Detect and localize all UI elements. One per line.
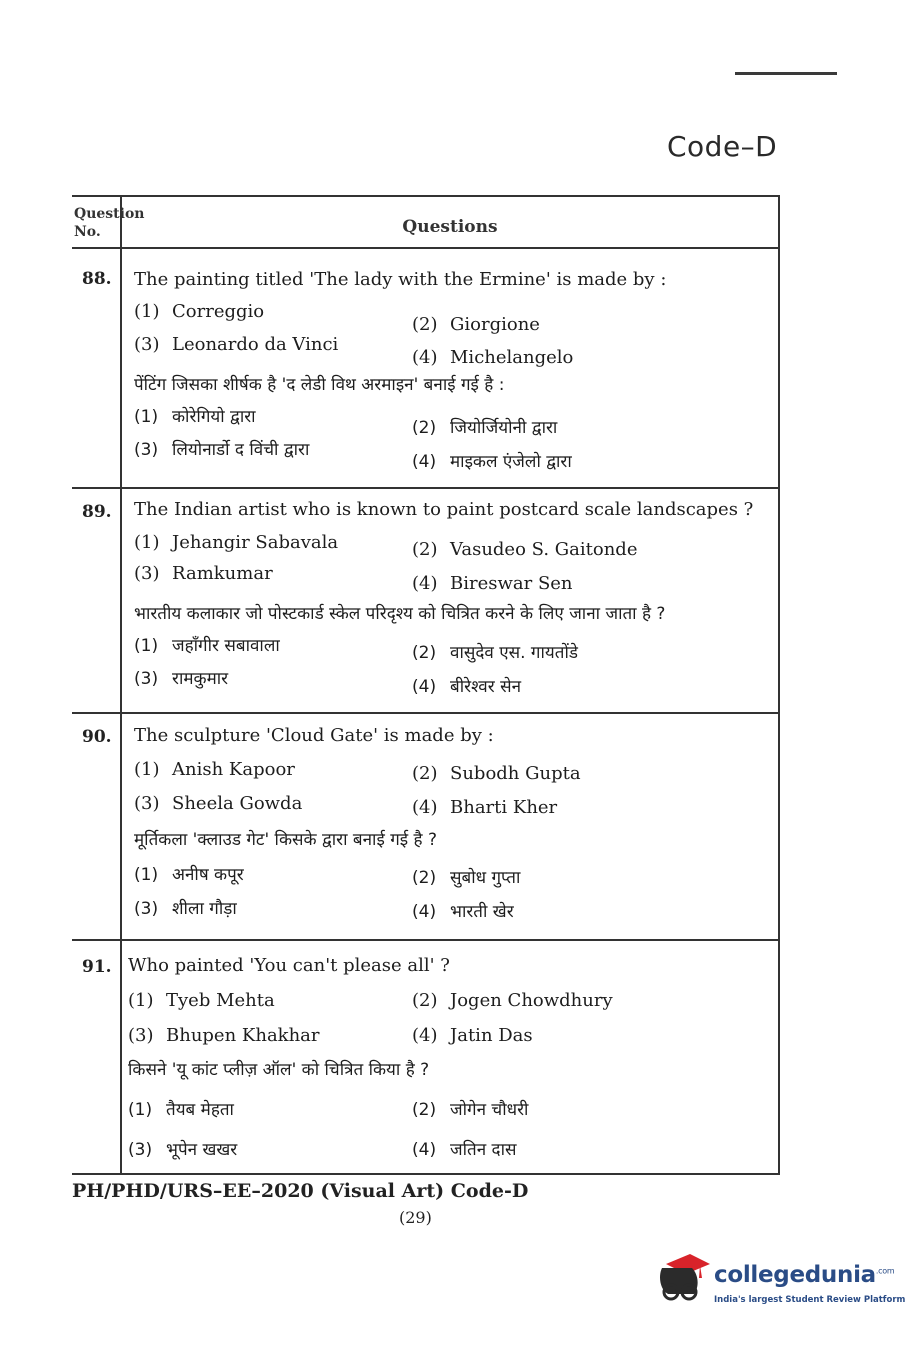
option-text: Michelangelo xyxy=(450,347,574,368)
option-number: (1) xyxy=(128,1100,153,1120)
brand-name xyxy=(714,1262,894,1288)
option-number: (2) xyxy=(412,539,438,560)
option-number: (4) xyxy=(412,902,437,922)
option-text: Anish Kapoor xyxy=(172,759,295,780)
brand-name-text: collegedunia xyxy=(714,1262,876,1288)
question-number: 88. xyxy=(82,269,112,289)
option-text: Sheela Gowda xyxy=(172,793,303,814)
option-2-hindi xyxy=(412,865,520,888)
code-header: Code–D xyxy=(667,130,778,163)
option-number: (1) xyxy=(128,990,154,1011)
option-number: (1) xyxy=(134,759,160,780)
question-text-english: Who painted 'You can't please all' ? xyxy=(128,955,450,976)
option-text: जहाँगीर सबावाला xyxy=(172,636,280,656)
option-number: (3) xyxy=(128,1140,153,1160)
option-4-english xyxy=(412,573,573,594)
option-text: Correggio xyxy=(172,301,265,322)
option-1-english xyxy=(128,990,275,1011)
column-divider xyxy=(120,197,122,1173)
option-2-hindi xyxy=(412,1097,528,1120)
option-number: (4) xyxy=(412,573,438,594)
option-number: (4) xyxy=(412,347,438,368)
option-number: (2) xyxy=(412,314,438,335)
option-number: (2) xyxy=(412,990,438,1011)
question-number-header-line1: Question xyxy=(74,206,145,222)
option-2-english xyxy=(412,990,613,1011)
option-text: माइकल एंजेलो द्वारा xyxy=(450,452,572,472)
option-number: (2) xyxy=(412,643,437,663)
option-text: Bhupen Khakhar xyxy=(166,1025,320,1046)
option-4-english xyxy=(412,797,557,818)
question-text-hindi: किसने 'यू कांट प्लीज़ ऑल' को चित्रित किया है ? xyxy=(128,1060,430,1080)
question-text-hindi: मूर्तिकला 'क्लाउड गेट' किसके द्वारा बनाई गई है ? xyxy=(134,830,437,850)
question-number: 90. xyxy=(82,727,112,747)
option-2-english xyxy=(412,763,581,784)
option-text: कोरेगियो द्वारा xyxy=(172,407,256,427)
option-1-hindi xyxy=(134,404,256,427)
option-number: (1) xyxy=(134,532,160,553)
brand-suffix: .com xyxy=(875,1266,895,1276)
question-text-english: The Indian artist who is known to paint postcard scale landscapes ? xyxy=(134,499,754,520)
option-2-english xyxy=(412,539,637,560)
option-3-hindi xyxy=(134,666,228,689)
option-number: (2) xyxy=(412,418,437,438)
option-number: (3) xyxy=(134,899,159,919)
questions-header: Questions xyxy=(402,217,498,237)
option-1-english xyxy=(134,532,338,553)
option-text: Tyeb Mehta xyxy=(166,990,275,1011)
option-number: (2) xyxy=(412,868,437,888)
question-text-hindi: भारतीय कलाकार जो पोस्टकार्ड स्केल परिदृश्य को चित्रित करने के लिए जाना जाता है ? xyxy=(134,604,666,624)
option-text: Jatin Das xyxy=(450,1025,533,1046)
header-divider xyxy=(72,247,778,249)
option-number: (3) xyxy=(128,1025,154,1046)
question-number: 91. xyxy=(82,957,112,977)
option-number: (3) xyxy=(134,440,159,460)
option-text: तैयब मेहता xyxy=(166,1100,234,1120)
option-number: (2) xyxy=(412,763,438,784)
option-number: (1) xyxy=(134,865,159,885)
option-1-hindi xyxy=(134,633,280,656)
option-text: जतिन दास xyxy=(450,1140,517,1160)
option-4-hindi xyxy=(412,899,514,922)
top-rule xyxy=(735,72,837,75)
option-text: Vasudeo S. Gaitonde xyxy=(450,539,638,560)
option-text: सुबोध गुप्ता xyxy=(450,868,521,888)
option-text: बीरेश्वर सेन xyxy=(450,677,522,697)
option-text: रामकुमार xyxy=(172,669,229,689)
option-1-hindi xyxy=(134,862,244,885)
option-text: जियोर्जियोनी द्वारा xyxy=(450,418,558,438)
questions-table xyxy=(72,195,780,1175)
option-text: Giorgione xyxy=(450,314,540,335)
graduate-mascot-icon xyxy=(656,1250,712,1310)
collegedunia-watermark xyxy=(656,1250,906,1314)
option-text: शीला गौड़ा xyxy=(172,899,237,919)
option-text: भारती खेर xyxy=(450,902,514,922)
option-number: (4) xyxy=(412,677,437,697)
option-number: (3) xyxy=(134,563,160,584)
option-4-hindi xyxy=(412,674,521,697)
option-number: (4) xyxy=(412,452,437,472)
option-text: जोगेन चौधरी xyxy=(450,1100,529,1120)
option-2-english xyxy=(412,314,540,335)
brand-tagline: India's largest Student Review Platform xyxy=(714,1295,906,1305)
option-text: लियोनार्डो द विंची द्वारा xyxy=(172,440,310,460)
row-divider xyxy=(72,712,778,714)
question-number: 89. xyxy=(82,502,112,522)
option-number: (1) xyxy=(134,407,159,427)
option-4-english xyxy=(412,1025,533,1046)
option-3-hindi xyxy=(134,896,237,919)
option-text: Bharti Kher xyxy=(450,797,558,818)
option-number: (3) xyxy=(134,793,160,814)
option-4-english xyxy=(412,347,573,368)
option-text: वासुदेव एस. गायतोंडे xyxy=(450,643,578,663)
option-1-english xyxy=(134,301,264,322)
page-number: (29) xyxy=(399,1208,432,1227)
option-text: Jehangir Sabavala xyxy=(172,532,339,553)
question-number-header-line2: No. xyxy=(74,224,101,240)
option-number: (2) xyxy=(412,1100,437,1120)
option-text: Leonardo da Vinci xyxy=(172,334,339,355)
option-2-hindi xyxy=(412,415,557,438)
option-number: (1) xyxy=(134,301,160,322)
question-text-english: The painting titled 'The lady with the Ermine' is made by : xyxy=(134,269,667,290)
option-3-english xyxy=(134,563,273,584)
row-divider xyxy=(72,939,778,941)
option-number: (4) xyxy=(412,1025,438,1046)
option-3-english xyxy=(134,793,302,814)
option-text: Subodh Gupta xyxy=(450,763,581,784)
option-4-hindi xyxy=(412,1137,516,1160)
question-text-hindi: पेंटिंग जिसका शीर्षक है 'द लेडी विथ अरमाइन' बनाई गई है : xyxy=(134,375,505,395)
option-1-english xyxy=(134,759,295,780)
footer-paper-code: PH/PHD/URS–EE–2020 (Visual Art) Code-D xyxy=(72,1180,529,1202)
option-number: (3) xyxy=(134,334,160,355)
option-number: (1) xyxy=(134,636,159,656)
option-text: Ramkumar xyxy=(172,563,273,584)
option-2-hindi xyxy=(412,640,578,663)
option-number: (4) xyxy=(412,797,438,818)
row-divider xyxy=(72,487,778,489)
option-text: भूपेन खखर xyxy=(166,1140,238,1160)
option-number: (3) xyxy=(134,669,159,689)
option-3-hindi xyxy=(128,1137,237,1160)
option-3-english xyxy=(134,334,338,355)
option-text: Bireswar Sen xyxy=(450,573,573,594)
option-text: Jogen Chowdhury xyxy=(450,990,613,1011)
option-1-hindi xyxy=(128,1097,234,1120)
option-text: अनीष कपूर xyxy=(172,865,244,885)
option-3-hindi xyxy=(134,437,309,460)
option-number: (4) xyxy=(412,1140,437,1160)
option-3-english xyxy=(128,1025,320,1046)
question-text-english: The sculpture 'Cloud Gate' is made by : xyxy=(134,725,494,746)
option-4-hindi xyxy=(412,449,572,472)
